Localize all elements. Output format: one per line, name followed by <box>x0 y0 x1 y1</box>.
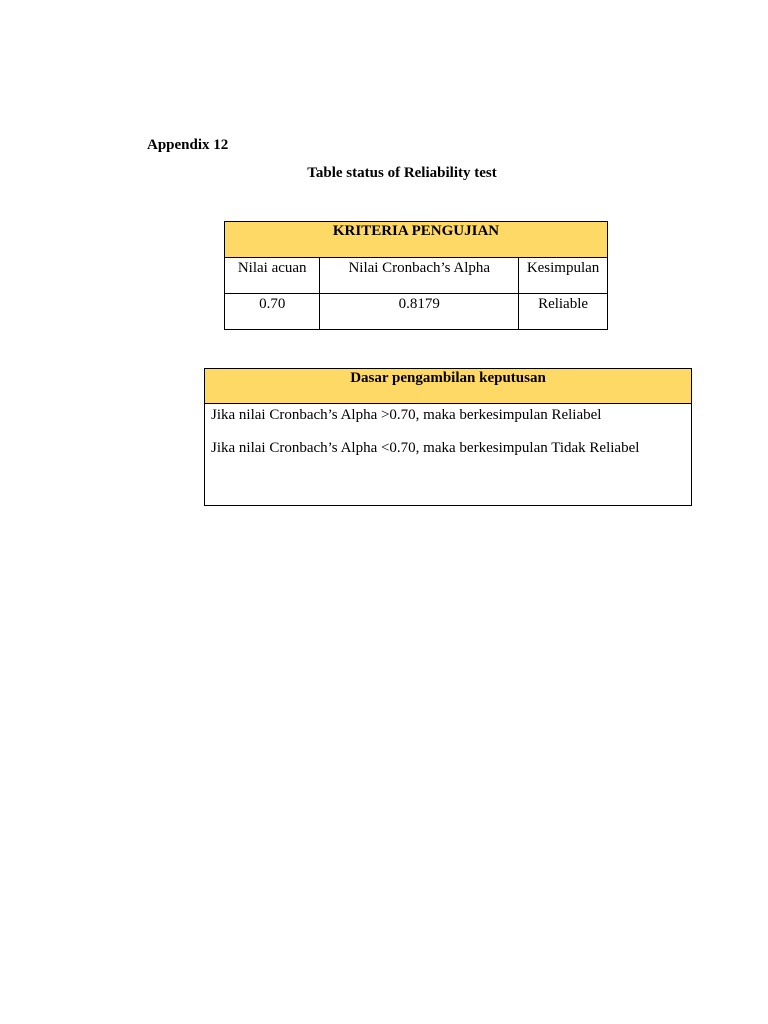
rule-reliable: Jika nilai Cronbach’s Alpha >0.70, maka berkesimpulan Reliabel <box>211 407 602 423</box>
criteria-header-row <box>225 222 608 258</box>
column-header-reference-value: Nilai acuan <box>225 258 320 294</box>
decision-header-row <box>205 369 692 404</box>
cell-reference-value: 0.70 <box>225 294 320 330</box>
cell-cronbach-alpha: 0.8179 <box>320 294 519 330</box>
cell-conclusion: Reliable <box>519 294 608 330</box>
decision-body <box>205 404 692 506</box>
table-row <box>225 294 608 330</box>
column-header-cronbach-alpha: Nilai Cronbach’s Alpha <box>320 258 519 294</box>
criteria-header: KRITERIA PENGUJIAN <box>225 222 608 258</box>
table-title: Table status of Reliability test <box>307 165 497 181</box>
decision-body-row <box>205 404 692 506</box>
column-header-conclusion: Kesimpulan <box>519 258 608 294</box>
rule-not-reliable: Jika nilai Cronbach’s Alpha <0.70, maka berkesimpulan Tidak Reliabel <box>211 440 640 456</box>
decision-header: Dasar pengambilan keputusan <box>205 369 692 404</box>
decision-table <box>204 368 692 506</box>
criteria-column-row <box>225 258 608 294</box>
criteria-table <box>224 221 608 330</box>
appendix-heading: Appendix 12 <box>147 137 229 153</box>
